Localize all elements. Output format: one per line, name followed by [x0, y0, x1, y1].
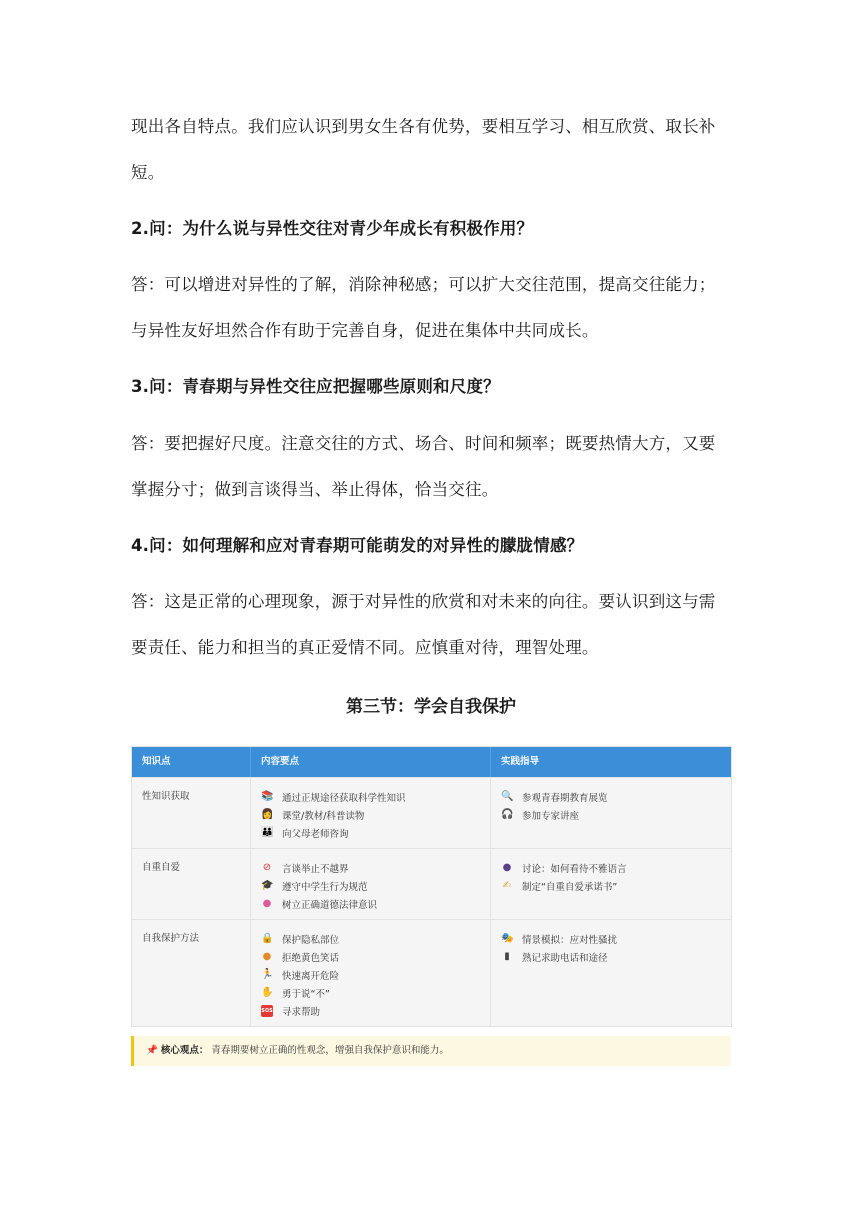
answer-3-line: 答：要把握好尺度。注意交往的方式、场合、时间和频率；既要热情大方，又要 — [131, 434, 716, 453]
headphones-icon: 🎧 — [501, 809, 514, 820]
raised-hand-icon: ✋ — [261, 987, 274, 998]
topic-cell: 自我保护方法 — [132, 920, 251, 1026]
header-cell: 内容要点 — [251, 747, 491, 777]
table-row — [132, 848, 731, 919]
answer-4-line: 答：这是正常的心理现象，源于对异性的欣赏和对未来的向往。要认识到这与需 — [131, 592, 716, 611]
points-cell — [251, 778, 491, 848]
magnifier-icon: 🔍 — [501, 791, 514, 802]
list-item: 🎭 情景模拟：应对性骚扰 — [501, 933, 618, 946]
speaking-head-icon: ● — [502, 862, 512, 873]
student-icon: 🎓 — [261, 880, 274, 891]
pushpin-icon: 📌 — [146, 1045, 158, 1056]
writing-hand-icon: ✍ — [502, 880, 512, 891]
question-3: 3.问：青春期与异性交往应把握哪些原则和尺度？ — [131, 377, 500, 396]
family-icon: 👪 — [261, 827, 274, 838]
answer-4-line: 要责任、能力和担当的真正爱情不同。应慎重对待，理智处理。 — [131, 638, 599, 657]
brain-icon: ● — [262, 898, 272, 909]
paragraph-line: 短。 — [131, 163, 165, 182]
list-item: 🔒 保护隐私部位 — [261, 933, 340, 946]
list-item: 🔍 参观青春期教育展览 — [501, 791, 608, 804]
theater-masks-icon: 🎭 — [501, 933, 514, 944]
running-icon: 🏃 — [261, 969, 274, 980]
table-row — [132, 777, 731, 848]
list-item: 📚 通过正规途径获取科学性知识 — [261, 791, 406, 804]
list-item: ✋ 勇于说“不” — [261, 987, 330, 1000]
list-item: 🎧 参加专家讲座 — [501, 809, 580, 822]
list-item: ● 讨论：如何看待不雅语言 — [502, 862, 627, 875]
sos-icon: SOS — [261, 1005, 273, 1017]
protection-table — [131, 746, 732, 1027]
section-title: 第三节：学会自我保护 — [346, 697, 516, 717]
table-row — [132, 919, 731, 1026]
note-text: 青春期要树立正确的性观念，增强自我保护意识和能力。 — [211, 1045, 449, 1056]
list-item: 🏃 快速离开危险 — [261, 969, 340, 982]
lock-icon: 🔒 — [261, 933, 274, 944]
question-2: 2.问：为什么说与异性交往对青少年成长有积极作用？ — [131, 219, 534, 238]
list-item: 👪 向父母老师咨询 — [261, 827, 349, 840]
points-cell — [251, 849, 491, 919]
list-item: ● 拒绝黄色笑话 — [262, 951, 340, 964]
topic-cell: 性知识获取 — [132, 778, 251, 848]
teacher-icon: 👩 — [261, 809, 274, 820]
practice-cell — [491, 778, 731, 848]
points-cell — [251, 920, 491, 1026]
note-label: 核心观点： — [160, 1045, 209, 1056]
answer-2-line: 答：可以增进对异性的了解，消除神秘感；可以扩大交往范围，提高交往能力； — [131, 275, 716, 294]
answer-3-line: 掌握分寸；做到言谈得当、举止得体，恰当交往。 — [131, 480, 499, 499]
practice-cell — [491, 920, 731, 1026]
list-item: ▮ 熟记求助电话和途径 — [501, 948, 721, 966]
phone-icon: ▮ — [504, 951, 510, 962]
header-cell: 实践指导 — [501, 756, 540, 767]
table-header — [132, 747, 731, 777]
prohibited-icon: ⊘ — [262, 862, 272, 873]
core-viewpoint-note — [131, 1036, 731, 1066]
list-item: 🎓 遵守中学生行为规范 — [261, 880, 368, 893]
list-item: ✍ 制定“自重自爱承诺书” — [502, 880, 618, 893]
answer-2-line: 与异性友好坦然合作有助于完善自身，促进在集体中共同成长。 — [131, 321, 599, 340]
books-icon: 📚 — [261, 791, 274, 802]
question-4: 4.问：如何理解和应对青春期可能萌发的对异性的朦胧情感？ — [131, 536, 584, 555]
paragraph-line: 现出各自特点。我们应认识到男女生各有优势，要相互学习、相互欣赏、取长补 — [131, 117, 716, 136]
list-item: 👩 课堂/教材/科普读物 — [261, 809, 365, 822]
topic-cell: 自重自爱 — [132, 849, 251, 919]
person-icon: ● — [262, 951, 272, 962]
list-item: SOS 寻求帮助 — [261, 1007, 321, 1018]
list-item: ● 树立正确道德法律意识 — [262, 898, 378, 911]
header-cell: 知识点 — [132, 747, 251, 777]
practice-cell — [491, 849, 731, 919]
list-item: ⊘ 言谈举止不越界 — [262, 862, 349, 875]
